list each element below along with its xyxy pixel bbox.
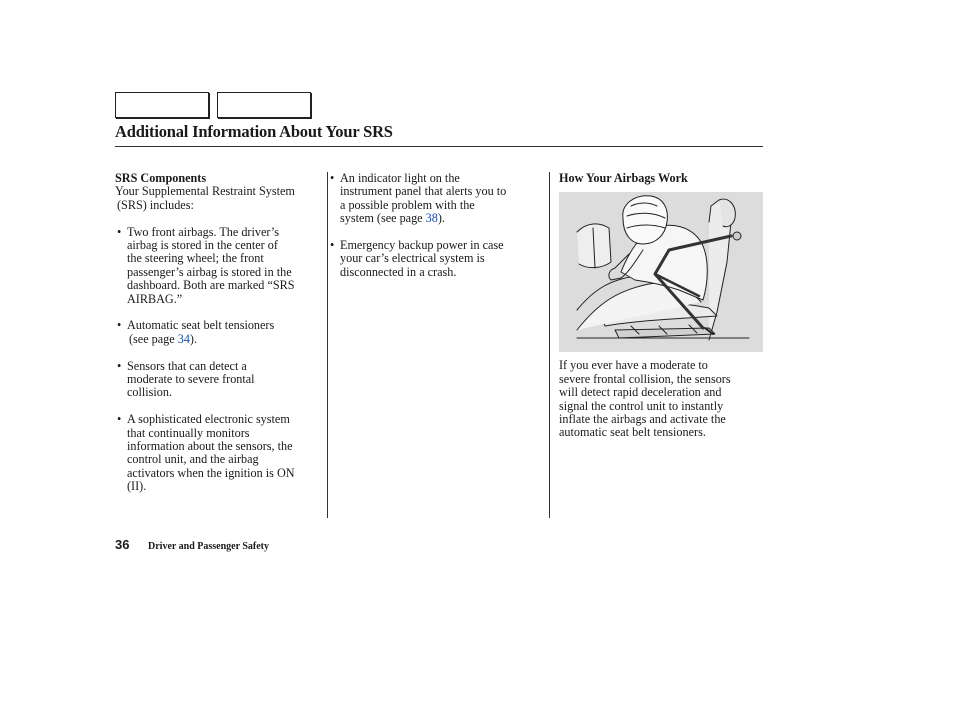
- text-line: instrument panel that alerts you to: [340, 184, 507, 199]
- text-line: [340, 212, 544, 225]
- text-line: A sophisticated electronic system: [127, 412, 290, 427]
- list-item: [115, 226, 323, 306]
- intro-line: Your Supplemental Restraint System: [115, 184, 295, 199]
- srs-components-list-continued: [330, 171, 544, 279]
- nav-box-previous[interactable]: [115, 92, 209, 118]
- text-line: If you ever have a moderate to: [559, 358, 708, 373]
- text-line: a possible problem with the: [340, 197, 475, 212]
- page-number: 36: [115, 537, 130, 552]
- list-item: [330, 238, 544, 279]
- text-line: [127, 333, 323, 346]
- text-line: moderate to severe frontal: [127, 372, 255, 387]
- list-item: [330, 171, 544, 226]
- list-item: [115, 319, 323, 346]
- middle-column: [330, 171, 544, 293]
- section-heading-srs-components: SRS Components: [115, 171, 207, 185]
- srs-components-list: [115, 226, 323, 494]
- bullet: •: [117, 224, 122, 239]
- left-column: [115, 172, 323, 507]
- text-line: activators when the ignition is ON: [127, 465, 295, 480]
- right-column: [559, 172, 764, 440]
- text-line: dashboard. Both are marked “SRS: [127, 278, 295, 293]
- title-divider: [115, 146, 763, 147]
- text-line: airbag is stored in the center of: [127, 238, 278, 253]
- text-line: disconnected in a crash.: [340, 264, 457, 279]
- bullet: •: [330, 238, 335, 253]
- text-line: automatic seat belt tensioners.: [559, 425, 706, 440]
- text-line: Two front airbags. The driver’s: [127, 224, 280, 239]
- text-line: your car’s electrical system is: [340, 251, 485, 266]
- airbag-explanation: [559, 359, 764, 439]
- text-line: AIRBAG.”: [127, 291, 183, 306]
- text-fragment: ).: [189, 331, 198, 346]
- bullet: •: [117, 318, 122, 333]
- occupant-airbag-drawing: [559, 192, 763, 352]
- bullet: •: [117, 412, 122, 427]
- airbag-illustration: [559, 192, 763, 352]
- text-line: signal the control unit to instantly: [559, 398, 724, 413]
- text-fragment: ).: [437, 211, 445, 226]
- text-line: Automatic seat belt tensioners: [127, 318, 275, 333]
- text-line: will detect rapid deceleration and: [559, 385, 722, 400]
- text-fragment: system (see page: [340, 211, 426, 226]
- page-link-38[interactable]: 38: [425, 211, 438, 226]
- page-title: Additional Information About Your SRS: [115, 122, 393, 141]
- text-line: (II).: [127, 479, 147, 494]
- list-item: [115, 413, 323, 493]
- text-line: severe frontal collision, the sensors: [559, 371, 731, 386]
- text-line: inflate the airbags and activate the: [559, 412, 726, 427]
- intro-line: (SRS) includes:: [117, 197, 194, 212]
- list-item: [115, 360, 323, 400]
- text-line: control unit, and the airbag: [127, 452, 259, 467]
- text-line: the steering wheel; the front: [127, 251, 264, 266]
- footer-section-title: Driver and Passenger Safety: [148, 541, 270, 552]
- text-line: Emergency backup power in case: [340, 238, 504, 253]
- text-fragment: (see page: [129, 331, 178, 346]
- bullet: •: [117, 358, 122, 373]
- column-divider-2: [549, 172, 550, 518]
- text-line: that continually monitors: [127, 425, 250, 440]
- text-line: passenger’s airbag is stored in the: [127, 264, 292, 279]
- section-heading-how-airbags-work: How Your Airbags Work: [559, 171, 688, 185]
- bullet: •: [330, 171, 335, 185]
- text-line: Sensors that can detect a: [127, 358, 247, 373]
- text-line: information about the sensors, the: [127, 439, 293, 454]
- nav-box-next[interactable]: [217, 92, 311, 118]
- page-link-34[interactable]: 34: [177, 331, 190, 346]
- text-line: collision.: [127, 385, 173, 400]
- column-divider-1: [327, 172, 328, 518]
- text-line: An indicator light on the: [340, 171, 460, 185]
